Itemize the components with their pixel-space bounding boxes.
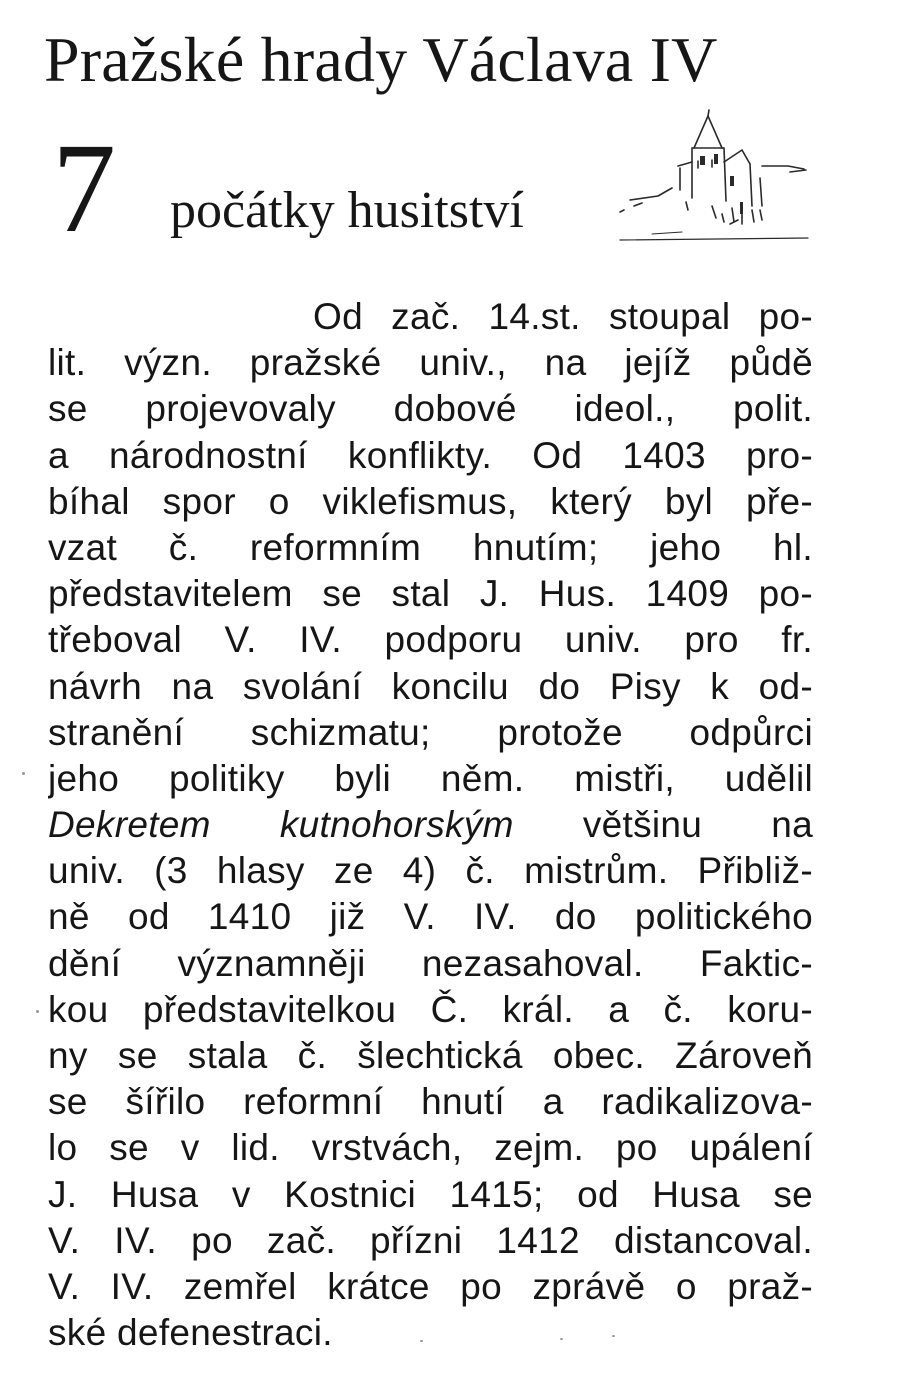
- text-line-21: V. IV. po zač. přízni 1412 distancoval.: [48, 1219, 813, 1261]
- text-line-11: jeho politiky byli něm. mistři, udělil: [48, 757, 813, 799]
- text-line-12-rest: většinu na: [582, 804, 813, 846]
- text-line-14: ně od 1410 již V. IV. do politického: [48, 896, 813, 938]
- text-line-4: a národnostní konflikty. Od 1403 pro-: [48, 434, 813, 476]
- scan-speck: [22, 772, 25, 775]
- text-line-15: dění významněji nezasahoval. Faktic-: [48, 942, 813, 984]
- body-text: [48, 294, 813, 1356]
- text-line-16: kou představitelkou Č. král. a č. koru-: [48, 988, 813, 1030]
- text-line-17: ny se stala č. šlechtická obec. Zároveň: [48, 1035, 813, 1076]
- scan-speck: [36, 1010, 39, 1013]
- text-line-12: [48, 802, 813, 848]
- text-line-3: se projevovaly dobové ideol., polit.: [48, 388, 813, 430]
- text-line-22: V. IV. zemřel krátce po zprávě o praž-: [48, 1265, 813, 1307]
- text-line-5: bíhal spor o viklefismus, který byl pře-: [48, 480, 813, 522]
- text-line-9: návrh na svolání koncilu do Pisy k od-: [48, 665, 813, 707]
- chapter-subtitle: počátky husitství: [170, 182, 524, 239]
- castle-sketch: [612, 106, 818, 246]
- decree-title: Dekretem kutnohorským: [48, 804, 514, 846]
- text-line-10: stranění schizmatu; protože odpůrci: [48, 711, 813, 753]
- page-title: Pražské hrady Václava IV: [44, 24, 718, 95]
- text-line-6: vzat č. reformním hnutím; jeho hl.: [48, 526, 813, 568]
- text-line-7: představitelem se stal J. Hus. 1409 po-: [48, 573, 813, 615]
- text-line-20: J. Husa v Kostnici 1415; od Husa se: [48, 1173, 813, 1215]
- text-line-18: se šířilo reformní hnutí a radikalizova-: [48, 1081, 813, 1123]
- chapter-number: 7: [52, 117, 116, 259]
- scan-speck: [612, 1335, 615, 1337]
- text-line-13: univ. (3 hlasy ze 4) č. mistrům. Přibliž-: [48, 850, 813, 892]
- text-line-19: lo se v lid. vrstvách, zejm. po upálení: [48, 1127, 813, 1169]
- scan-speck: [420, 1340, 423, 1342]
- text-line-2: lit. význ. pražské univ., na jejíž půdě: [48, 342, 813, 384]
- text-line-23: ské defenestraci.: [48, 1312, 333, 1354]
- text-line-1: Od zač. 14.st. stoupal po-: [313, 296, 813, 337]
- text-line-8: třeboval V. IV. podporu univ. pro fr.: [48, 619, 813, 661]
- scan-speck: [560, 1338, 563, 1340]
